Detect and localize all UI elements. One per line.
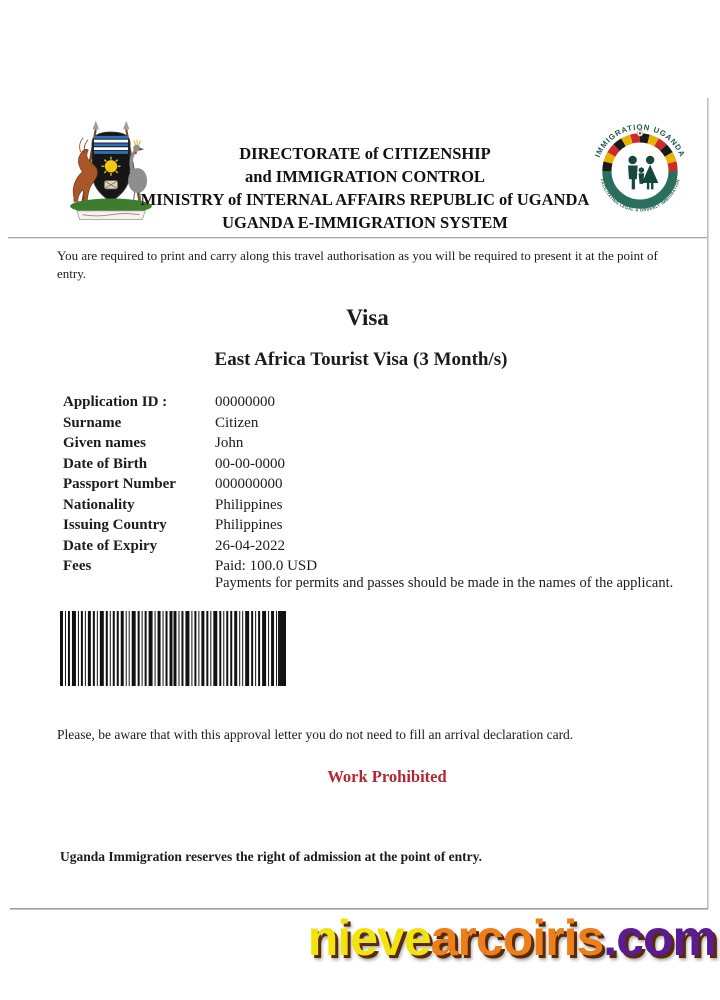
field-row-application-id	[63, 392, 663, 413]
letterhead-line1: DIRECTORATE of CITIZENSHIP	[239, 144, 491, 163]
application-fields	[63, 392, 663, 577]
field-value: John	[215, 435, 244, 451]
watermark-part2: arcoiris	[430, 910, 604, 966]
field-value: 000000000	[215, 476, 283, 492]
header-divider	[8, 237, 708, 238]
seal-text-bottom: FACILITATING LEGAL & ORDERLY IMMIGRATION	[599, 178, 681, 213]
payments-note: Payments for permits and passes should be made in the names of the applicant.	[215, 575, 674, 591]
field-row-date-of-expiry	[63, 536, 663, 557]
admission-note: Uganda Immigration reserves the right of admission at the point of entry.	[60, 849, 482, 864]
field-row-given-names	[63, 433, 663, 454]
field-label: Nationality	[63, 496, 135, 513]
field-row-nationality	[63, 495, 663, 516]
field-row-surname	[63, 413, 663, 434]
document-subtitle: East Africa Tourist Visa (3 Month/s)	[214, 349, 508, 370]
field-label: Application ID :	[63, 394, 168, 410]
field-value: 00-00-0000	[215, 455, 285, 472]
field-row-date-of-birth	[63, 454, 663, 475]
field-value: Philippines	[215, 496, 283, 513]
field-label: Date of Expiry	[63, 537, 158, 554]
letterhead-line3: MINISTRY of INTERNAL AFFAIRS REPUBLIC of UGANDA	[140, 190, 590, 209]
letterhead-line4: UGANDA E-IMMIGRATION SYSTEM	[222, 213, 508, 232]
print-notice: You are required to print and carry along this travel authorisation as you will be required to present it at the point of entry.	[57, 248, 658, 281]
letterhead-line2: and IMMIGRATION CONTROL	[245, 167, 485, 186]
field-label: Given names	[63, 435, 146, 451]
field-label: Fees	[63, 558, 92, 574]
field-value: Philippines	[215, 517, 283, 533]
field-value: Citizen	[215, 414, 259, 431]
letterhead	[130, 142, 600, 234]
seal-text-top: IMMIGRATION UGANDA	[592, 122, 688, 159]
site-watermark	[308, 909, 716, 967]
watermark-part3: .com	[603, 910, 716, 966]
work-status: Work Prohibited	[327, 767, 447, 786]
field-value: 26-04-2022	[215, 537, 285, 554]
field-row-passport-number	[63, 474, 663, 495]
field-row-issuing-country	[63, 515, 663, 536]
application-barcode	[60, 611, 286, 686]
watermark-part1: nieve	[307, 910, 431, 966]
declaration-note: Please, be aware that with this approval letter you do not need to fill an arrival declaration card.	[57, 727, 574, 742]
field-label: Issuing Country	[63, 517, 167, 533]
field-value: 00000000	[215, 394, 275, 410]
field-label: Date of Birth	[63, 455, 148, 472]
field-label: Passport Number	[63, 476, 176, 492]
immigration-uganda-seal-icon	[583, 112, 697, 230]
field-value: Paid: 100.0 USD	[215, 558, 318, 574]
field-row-fees	[63, 556, 663, 577]
document-title: Visa	[346, 305, 389, 330]
page-edge-right	[707, 98, 709, 909]
field-label: Surname	[63, 414, 122, 431]
